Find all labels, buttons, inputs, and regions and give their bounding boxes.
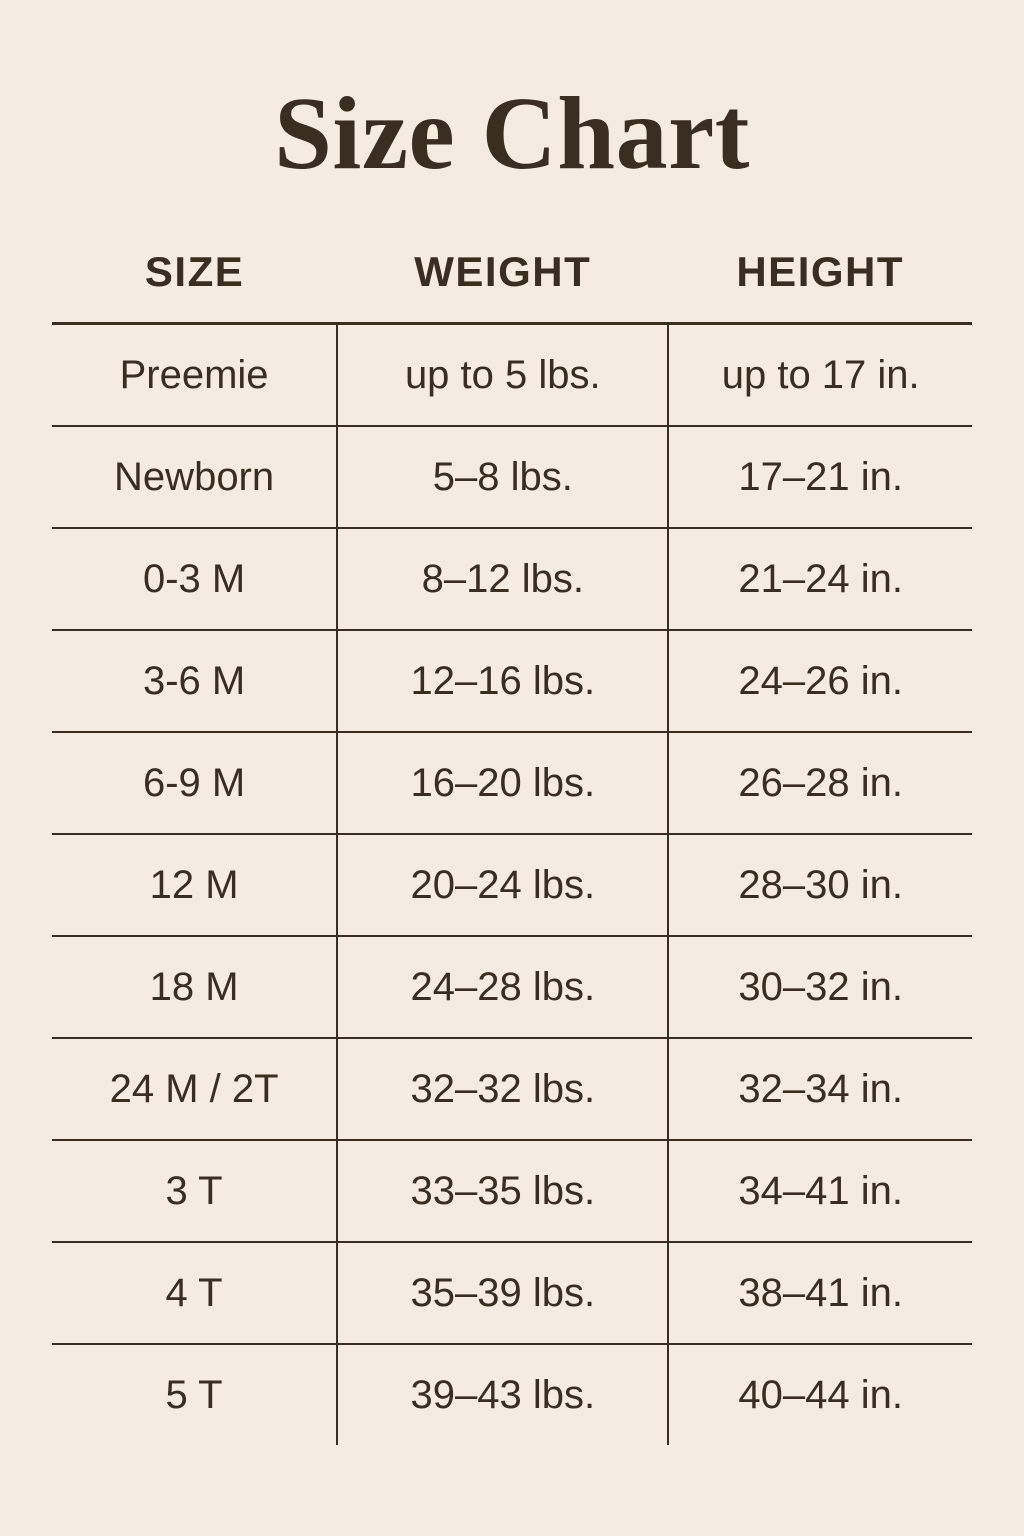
- cell-weight: up to 5 lbs.: [337, 324, 668, 427]
- page-title: Size Chart: [274, 76, 750, 191]
- cell-size: 4 T: [52, 1242, 337, 1344]
- table-header-row: [52, 242, 972, 324]
- table-row: [52, 426, 972, 528]
- cell-height: 28–30 in.: [668, 834, 972, 936]
- table-row: [52, 1140, 972, 1242]
- cell-weight: 35–39 lbs.: [337, 1242, 668, 1344]
- table-row: [52, 1344, 972, 1445]
- cell-weight: 24–28 lbs.: [337, 936, 668, 1038]
- column-header-size: SIZE: [52, 242, 337, 324]
- size-chart-table: [52, 242, 972, 1445]
- cell-size: 12 M: [52, 834, 337, 936]
- cell-weight: 5–8 lbs.: [337, 426, 668, 528]
- cell-height: 24–26 in.: [668, 630, 972, 732]
- column-header-weight: WEIGHT: [337, 242, 668, 324]
- cell-height: 34–41 in.: [668, 1140, 972, 1242]
- cell-weight: 20–24 lbs.: [337, 834, 668, 936]
- cell-weight: 16–20 lbs.: [337, 732, 668, 834]
- cell-size: 3 T: [52, 1140, 337, 1242]
- table-row: [52, 528, 972, 630]
- cell-height: 32–34 in.: [668, 1038, 972, 1140]
- cell-height: 30–32 in.: [668, 936, 972, 1038]
- cell-size: 18 M: [52, 936, 337, 1038]
- cell-size: 24 M / 2T: [52, 1038, 337, 1140]
- column-header-height: HEIGHT: [668, 242, 972, 324]
- cell-height: 40–44 in.: [738, 1372, 903, 1417]
- cell-height: 26–28 in.: [668, 732, 972, 834]
- cell-weight: 33–35 lbs.: [337, 1140, 668, 1242]
- cell-size: 6-9 M: [52, 732, 337, 834]
- table-row: [52, 1242, 972, 1344]
- cell-size: 3-6 M: [52, 630, 337, 732]
- table-row: [52, 834, 972, 936]
- cell-size: 5 T: [52, 1344, 337, 1445]
- cell-weight: 32–32 lbs.: [337, 1038, 668, 1140]
- table-row: [52, 630, 972, 732]
- table-row: [52, 324, 972, 427]
- cell-height: 38–41 in.: [668, 1242, 972, 1344]
- cell-weight: 12–16 lbs.: [337, 630, 668, 732]
- cell-size: 0-3 M: [52, 528, 337, 630]
- table-row: [52, 1038, 972, 1140]
- table-row: [52, 732, 972, 834]
- cell-size: Newborn: [52, 426, 337, 528]
- cell-weight: 8–12 lbs.: [337, 528, 668, 630]
- cell-weight: 39–43 lbs.: [337, 1344, 668, 1445]
- table-row: [52, 936, 972, 1038]
- cell-height: up to 17 in.: [668, 324, 972, 427]
- cell-height: 17–21 in.: [668, 426, 972, 528]
- cell-size: Preemie: [52, 324, 337, 427]
- cell-height: 21–24 in.: [668, 528, 972, 630]
